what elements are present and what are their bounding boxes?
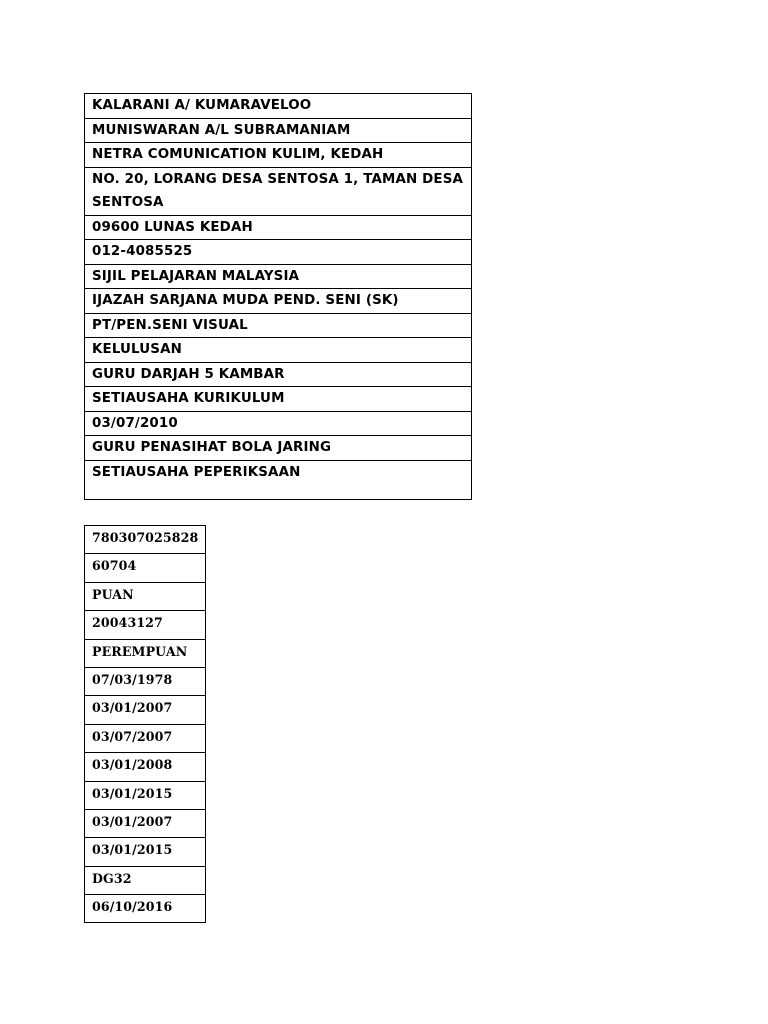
table-cell: PEREMPUAN bbox=[85, 639, 206, 667]
table-row bbox=[85, 313, 472, 338]
table-cell: PUAN bbox=[85, 582, 206, 610]
personal-details-table bbox=[84, 93, 472, 500]
table-row bbox=[85, 838, 206, 866]
table-row bbox=[85, 866, 206, 894]
table-row bbox=[85, 526, 206, 554]
table-cell: PT/PEN.SENI VISUAL bbox=[85, 313, 472, 338]
table-row bbox=[85, 94, 472, 119]
table-row bbox=[85, 809, 206, 837]
table-row bbox=[85, 143, 472, 168]
table-cell: DG32 bbox=[85, 866, 206, 894]
table-row bbox=[85, 167, 472, 215]
table-row bbox=[85, 387, 472, 412]
table-row bbox=[85, 436, 472, 461]
table-row bbox=[85, 289, 472, 314]
table-row bbox=[85, 724, 206, 752]
table-cell: 03/07/2010 bbox=[85, 411, 472, 436]
table-row bbox=[85, 460, 472, 499]
table-row bbox=[85, 264, 472, 289]
table-row bbox=[85, 362, 472, 387]
table-cell: KALARANI A/ KUMARAVELOO bbox=[85, 94, 472, 119]
table-cell: KELULUSAN bbox=[85, 338, 472, 363]
table-row bbox=[85, 338, 472, 363]
table-row bbox=[85, 411, 472, 436]
table-cell: 03/07/2007 bbox=[85, 724, 206, 752]
table-cell: IJAZAH SARJANA MUDA PEND. SENI (SK) bbox=[85, 289, 472, 314]
table-cell: 03/01/2007 bbox=[85, 809, 206, 837]
table-cell: 60704 bbox=[85, 554, 206, 582]
table-row bbox=[85, 639, 206, 667]
table-row bbox=[85, 215, 472, 240]
table-row bbox=[85, 781, 206, 809]
table-row bbox=[85, 895, 206, 923]
table-cell: 03/01/2015 bbox=[85, 781, 206, 809]
table-cell: GURU PENASIHAT BOLA JARING bbox=[85, 436, 472, 461]
table-row bbox=[85, 554, 206, 582]
table-cell: 07/03/1978 bbox=[85, 667, 206, 695]
table-cell: NO. 20, LORANG DESA SENTOSA 1, TAMAN DESA SENTOSA bbox=[85, 167, 472, 215]
table-cell: 03/01/2015 bbox=[85, 838, 206, 866]
table-cell: SIJIL PELAJARAN MALAYSIA bbox=[85, 264, 472, 289]
table-cell: MUNISWARAN A/L SUBRAMANIAM bbox=[85, 118, 472, 143]
table-row bbox=[85, 696, 206, 724]
table-cell: 06/10/2016 bbox=[85, 895, 206, 923]
table-row bbox=[85, 240, 472, 265]
table-cell: 20043127 bbox=[85, 611, 206, 639]
table-cell: 780307025828 bbox=[85, 526, 206, 554]
table-row bbox=[85, 753, 206, 781]
table-row bbox=[85, 667, 206, 695]
table-cell: 03/01/2008 bbox=[85, 753, 206, 781]
table-cell: SETIAUSAHA KURIKULUM bbox=[85, 387, 472, 412]
table-row bbox=[85, 582, 206, 610]
table-row bbox=[85, 118, 472, 143]
id-details-table bbox=[84, 525, 206, 923]
table-cell: 012-4085525 bbox=[85, 240, 472, 265]
table-cell: NETRA COMUNICATION KULIM, KEDAH bbox=[85, 143, 472, 168]
table-cell: GURU DARJAH 5 KAMBAR bbox=[85, 362, 472, 387]
table-cell: 03/01/2007 bbox=[85, 696, 206, 724]
table-cell: 09600 LUNAS KEDAH bbox=[85, 215, 472, 240]
table-cell: SETIAUSAHA PEPERIKSAAN bbox=[85, 460, 472, 499]
table-row bbox=[85, 611, 206, 639]
